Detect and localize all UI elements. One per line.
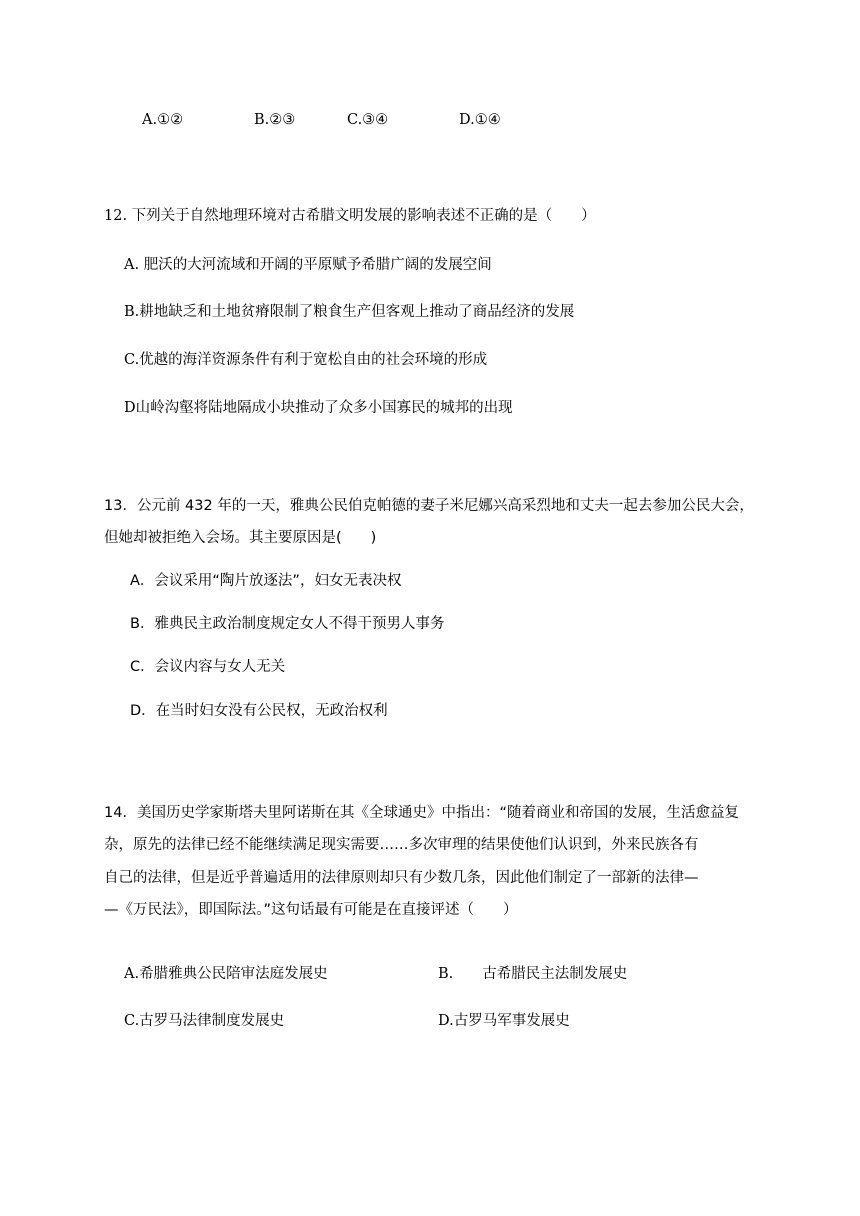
q14-option-c: C.古罗马法律制度发展史 <box>124 1013 285 1029</box>
q13-option-c: C．会议内容与女人无关 <box>130 659 286 675</box>
q13-option-d: D．在当时妇女没有公民权，无政治权利 <box>130 703 388 719</box>
q12-option-a: A. 肥沃的大河流域和开阔的平原赋予希腊广阔的发展空间 <box>124 257 492 273</box>
q12-option-d: D山岭沟壑将陆地隔成小块推动了众多小国寡民的城邦的出现 <box>124 400 513 416</box>
q14-stem-line2: 杂，原先的法律已经不能继续满足现实需要……多次审理的结果使他们认识到，外来民族各有 <box>104 837 699 853</box>
q12-stem: 12. 下列关于自然地理环境对古希腊文明发展的影响表述不正确的是（ ） <box>104 208 596 224</box>
q14-stem-line1: 14．美国历史学家斯塔夫里阿诺斯在其《全球通史》中指出：“随着商业和帝国的发展，生活愈益复 <box>104 805 739 821</box>
q13-stem-line1: 13．公元前 432 年的一天，雅典公民伯克帕德的妻子米尼娜兴高采烈地和丈夫一起去参加公民大会， <box>104 498 754 514</box>
q14-stem-line4: —《万民法》，即国际法。”这句话最有可能是在直接评述（ ） <box>104 902 518 918</box>
q11-option-b: B.②③ <box>254 112 296 128</box>
q14-option-b: B. 古希腊民主法制发展史 <box>438 966 628 982</box>
q11-option-c: C.③④ <box>347 112 389 128</box>
q13-option-b: B．雅典民主政治制度规定女人不得干预男人事务 <box>130 616 445 632</box>
q14-option-d: D.古罗马军事发展史 <box>438 1013 570 1029</box>
q13-option-a: A．会议采用“陶片放逐法”，妇女无表决权 <box>130 573 402 589</box>
q12-option-c: C.优越的海洋资源条件有利于宽松自由的社会环境的形成 <box>124 352 488 368</box>
q11-option-d: D.①④ <box>459 112 501 128</box>
q14-option-a: A.希腊雅典公民陪审法庭发展史 <box>124 966 328 982</box>
q13-stem-line2: 但她却被拒绝入会场。其主要原因是( ) <box>104 530 377 546</box>
q11-option-a: A.①② <box>142 112 184 128</box>
q12-option-b: B.耕地缺乏和土地贫瘠限制了粮食生产但客观上推动了商品经济的发展 <box>124 304 575 320</box>
q14-stem-line3: 自己的法律，但是近乎普遍适用的法律原则却只有少数几条，因此他们制定了一部新的法律— <box>104 870 699 886</box>
